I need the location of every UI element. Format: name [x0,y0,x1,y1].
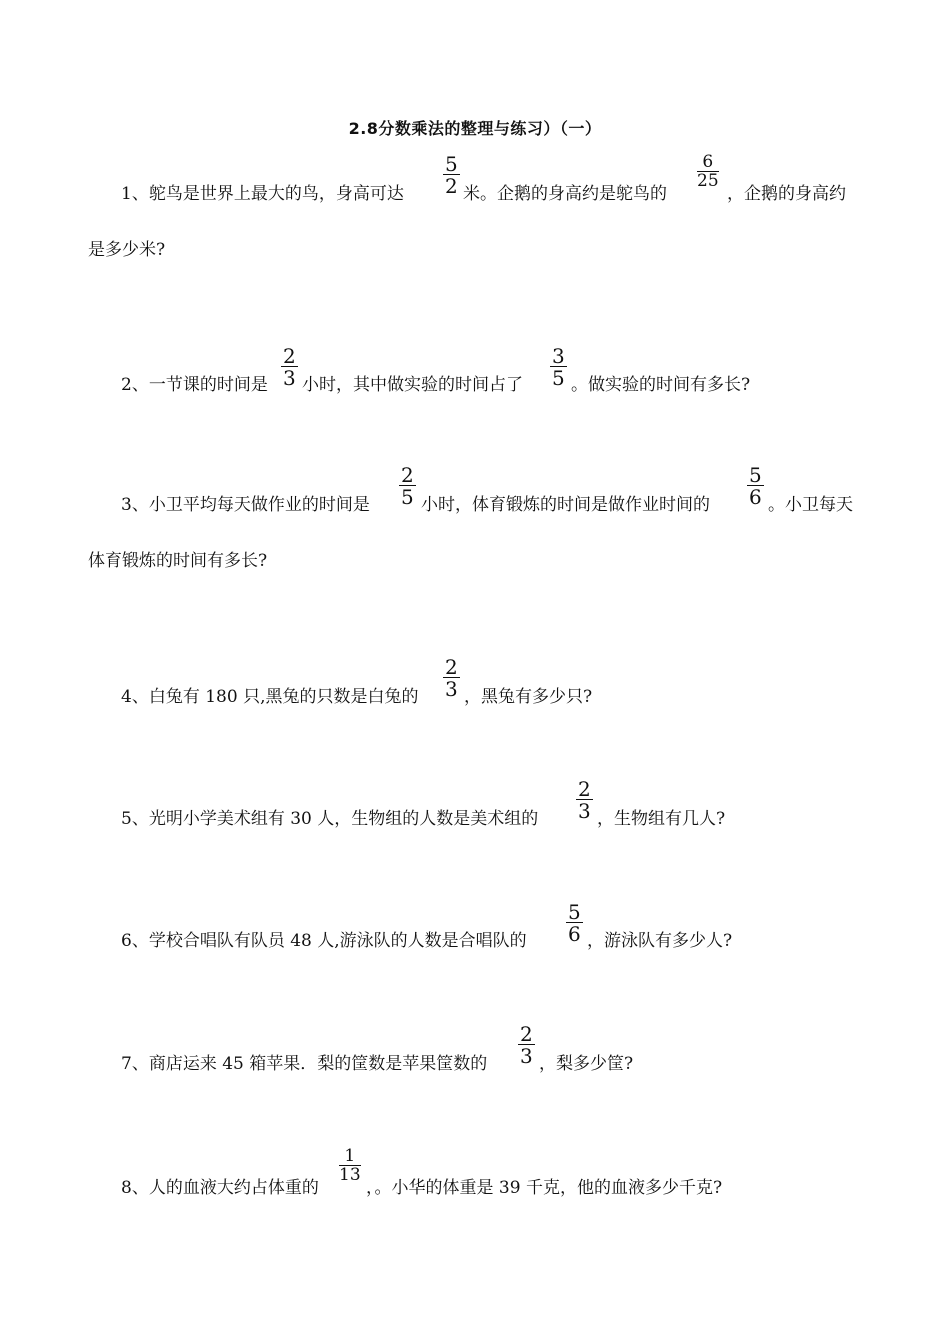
fraction-denominator: 3 [520,1044,533,1068]
fraction [747,465,764,507]
problem-2-text-b: 小时，其中做实验的时间占了 [302,375,523,395]
fraction-numerator: 2 [445,655,458,679]
fraction-numerator: 3 [552,344,565,368]
fraction-denominator: 5 [552,366,565,390]
problem-5-text-b: ，生物组有几人? [597,809,726,829]
problem-7-text-b: ，梨多少筐? [539,1054,634,1074]
fraction [550,346,567,388]
fraction-numerator: 2 [401,463,414,487]
fraction-numerator: 5 [749,463,762,487]
problem-8-text-b: ，。小华的体重是 39 千克，他的血液多少千克? [366,1178,723,1198]
fraction-denominator: 13 [339,1165,361,1185]
problem-5-text-a: 5、光明小学美术组有 30 人，生物组的人数是美术组的 [121,809,539,829]
problem-1-text-c: ，企鹅的身高约 [727,184,846,204]
problem-2-text-a: 2、一节课的时间是 [121,375,268,395]
fraction-numerator: 5 [568,900,581,924]
fraction [281,346,298,388]
problem-1-text-a: 1、鸵鸟是世界上最大的鸟，身高可达 [121,184,404,204]
fraction-numerator: 2 [578,777,591,801]
problem-3-text-a: 3、小卫平均每天做作业的时间是 [121,495,370,515]
fraction-denominator: 3 [283,366,296,390]
fraction-numerator: 2 [283,344,296,368]
fraction [339,1148,361,1184]
problem-3-text-line2: 体育锻炼的时间有多长? [88,551,268,571]
problem-3-text-c: 。小卫每天 [768,495,853,515]
fraction [399,465,416,507]
fraction-denominator: 3 [445,677,458,701]
fraction-denominator: 6 [568,922,581,946]
fraction-denominator: 6 [749,485,762,509]
problem-1-text-line2: 是多少米? [88,240,166,260]
problem-3-text-b: 小时，体育锻炼的时间是做作业时间的 [421,495,710,515]
fraction [697,154,719,190]
fraction [443,154,460,196]
fraction-numerator: 2 [520,1022,533,1046]
page-title: 2.8分数乘法的整理与练习）（一） [348,119,602,138]
fraction [576,779,593,821]
problem-8-text-a: 8、人的血液大约占体重的 [121,1178,319,1198]
problem-4-text-b: ，黑兔有多少只? [464,687,593,707]
fraction-numerator: 5 [445,152,458,176]
fraction-denominator: 2 [445,174,458,198]
problem-6-text-a: 6、学校合唱队有队员 48 人,游泳队的人数是合唱队的 [121,931,527,951]
fraction [443,657,460,699]
fraction-numerator: 1 [339,1148,361,1166]
fraction-numerator: 6 [697,154,719,172]
fraction [566,902,583,944]
problem-6-text-b: ，游泳队有多少人? [587,931,733,951]
problem-4-text-a: 4、白兔有 180 只,黑兔的只数是白兔的 [121,687,419,707]
problem-7-text-a: 7、商店运来 45 箱苹果．梨的筐数是苹果筐数的 [121,1054,488,1074]
fraction-denominator: 3 [578,799,591,823]
fraction-denominator: 25 [697,171,719,191]
problem-1-text-b: 米。企鹅的身高约是鸵鸟的 [463,184,667,204]
fraction-denominator: 5 [401,485,414,509]
problem-2-text-c: 。做实验的时间有多长? [571,375,751,395]
fraction [518,1024,535,1066]
